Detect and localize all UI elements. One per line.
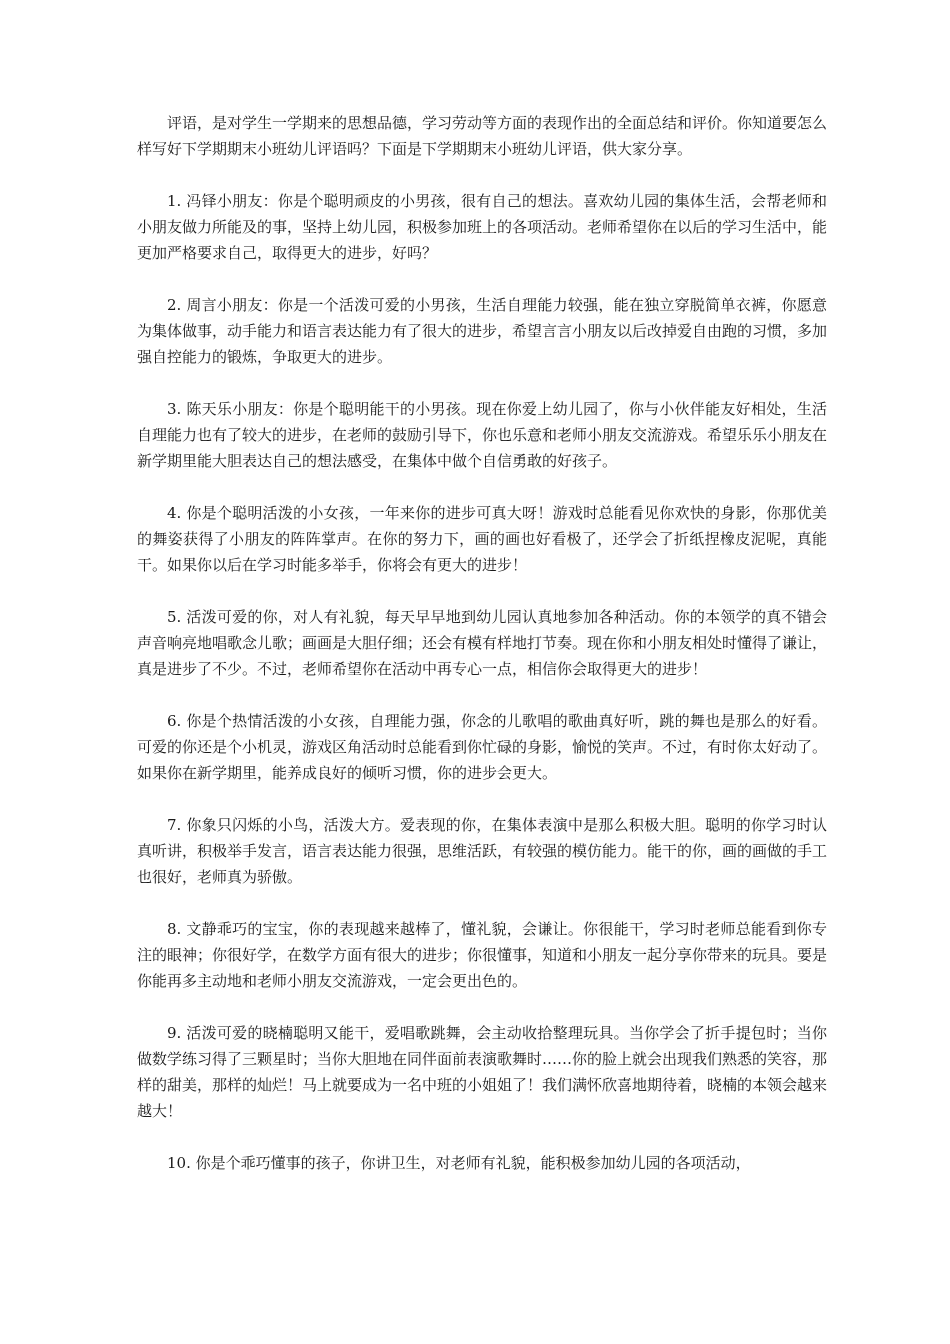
comment-item-10: 10. 你是个乖巧懂事的孩子，你讲卫生，对老师有礼貌，能积极参加幼儿园的各项活动， (167, 1154, 751, 1172)
comment-item-1: 1. 冯铎小朋友：你是个聪明顽皮的小男孩，很有自己的想法。喜欢幼儿园的集体生活，会帮老师和小朋友做力所能及的事，坚持上幼儿园，积极参加班上的各项活动。老师希望你在以后的学习生活中，能更加严格要求自己，取得更大的进步，好吗？ (137, 192, 828, 262)
comment-item-9: 9. 活泼可爱的晓楠聪明又能干，爱唱歌跳舞，会主动收拾整理玩具。当你学会了折手提包时；当你做数学练习得了三颗星时；当你大胆地在同伴面前表演歌舞时……你的脸上就会出现我们熟悉的笑容，那样的甜美，那样的灿烂！马上就要成为一名中班的小姐姐了！我们满怀欣喜地期待着，晓楠的本领会越来越大！ (137, 1024, 828, 1120)
comment-item-4: 4. 你是个聪明活泼的小女孩，一年来你的进步可真大呀！游戏时总能看见你欢快的身影，你那优美的舞姿获得了小朋友的阵阵掌声。在你的努力下，画的画也好看极了，还学会了折纸捏橡皮泥呢，真能干。如果你以后在学习时能多举手，你将会有更大的进步！ (137, 504, 827, 574)
intro-paragraph: 评语，是对学生一学期来的思想品德，学习劳动等方面的表现作出的全面总结和评价。你知道要怎么样写好下学期期末小班幼儿评语吗？下面是下学期期末小班幼儿评语，供大家分享。 (137, 114, 828, 158)
comment-item-6: 6. 你是个热情活泼的小女孩，自理能力强，你念的儿歌唱的歌曲真好听，跳的舞也是那么的好看。可爱的你还是个小机灵，游戏区角活动时总能看到你忙碌的身影，愉悦的笑声。不过，有时你太好动了。如果你在新学期里，能养成良好的倾听习惯，你的进步会更大。 (137, 712, 828, 782)
comment-item-2: 2. 周言小朋友：你是一个活泼可爱的小男孩，生活自理能力较强，能在独立穿脱简单衣裤，你愿意为集体做事，动手能力和语言表达能力有了很大的进步，希望言言小朋友以后改掉爱自由跑的习惯，多加强自控能力的锻炼，争取更大的进步。 (137, 296, 828, 366)
comment-item-3: 3. 陈天乐小朋友：你是个聪明能干的小男孩。现在你爱上幼儿园了，你与小伙伴能友好相处，生活自理能力也有了较大的进步，在老师的鼓励引导下，你也乐意和老师小朋友交流游戏。希望乐乐小朋友在新学期里能大胆表达自己的想法感受，在集体中做个自信勇敢的好孩子。 (137, 400, 828, 470)
document-body (137, 110, 827, 1176)
comment-item-7: 7. 你象只闪烁的小鸟，活泼大方。爱表现的你，在集体表演中是那么积极大胆。聪明的你学习时认真听讲，积极举手发言，语言表达能力很强，思维活跃，有较强的模仿能力。能干的你，画的画做的手工也很好，老师真为骄傲。 (137, 816, 828, 886)
comment-item-5: 5. 活泼可爱的你，对人有礼貌，每天早早地到幼儿园认真地参加各种活动。你的本领学的真不错会声音响亮地唱歌念儿歌；画画是大胆仔细；还会有模有样地打节奏。现在你和小朋友相处时懂得了谦让，真是进步了不少。不过，老师希望你在活动中再专心一点，相信你会取得更大的进步！ (137, 608, 828, 678)
comment-item-8: 8. 文静乖巧的宝宝，你的表现越来越棒了，懂礼貌，会谦让。你很能干，学习时老师总能看到你专注的眼神；你很好学，在数学方面有很大的进步；你很懂事，知道和小朋友一起分享你带来的玩具。要是你能再多主动地和老师小朋友交流游戏，一定会更出色的。 (137, 920, 828, 990)
